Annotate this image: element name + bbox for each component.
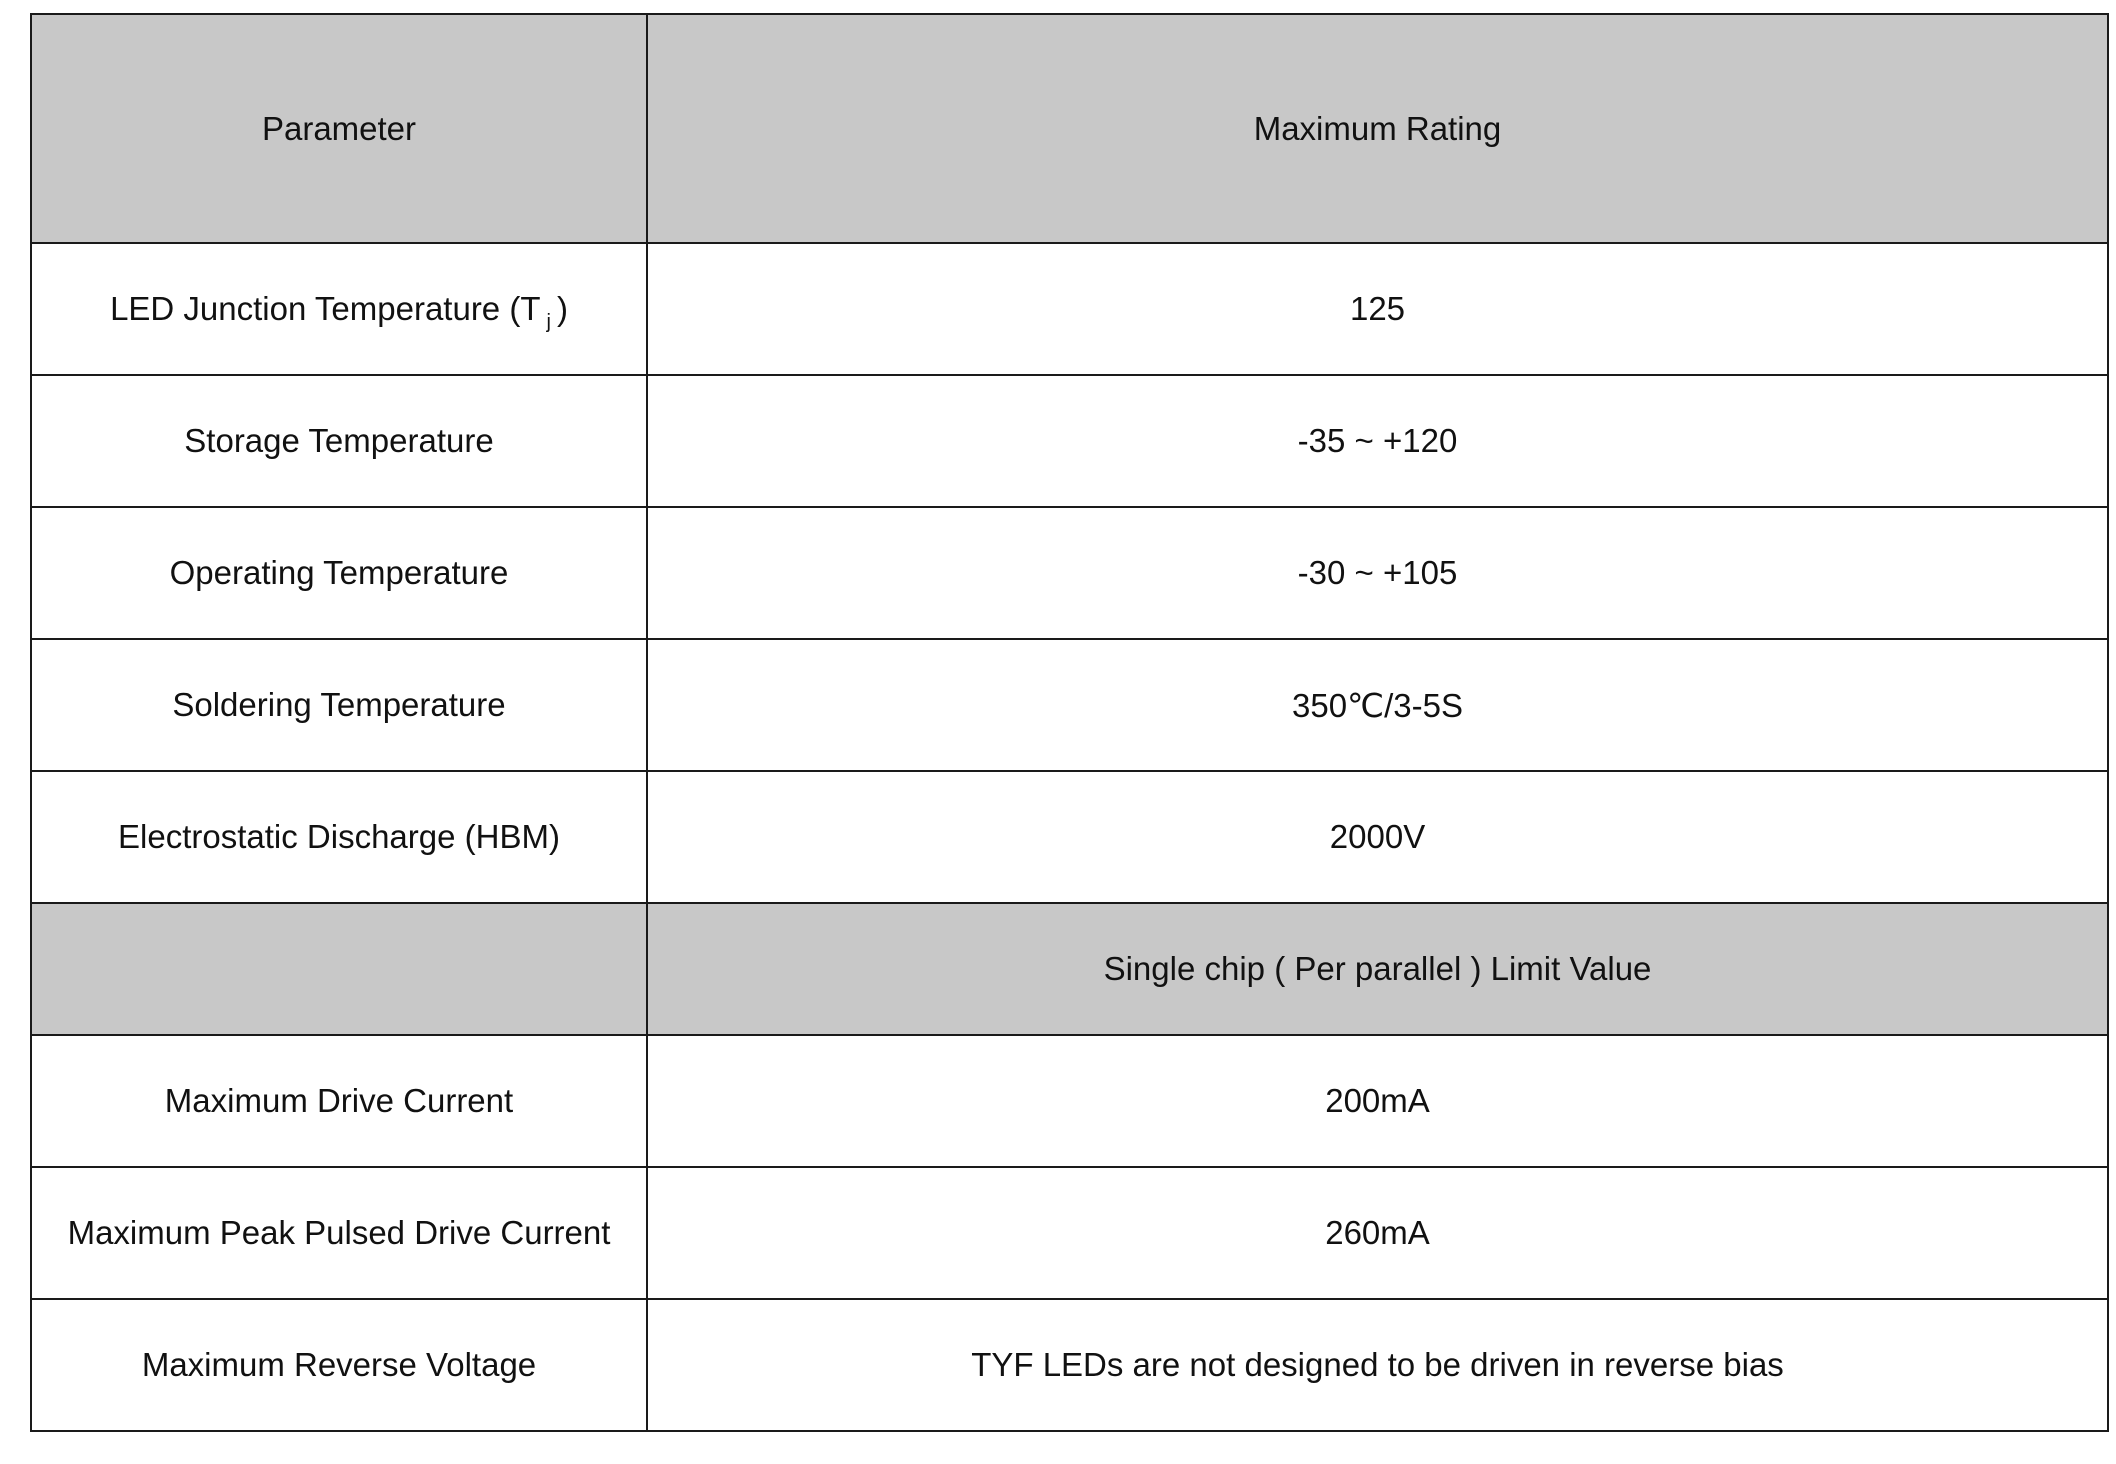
param-cell: Maximum Peak Pulsed Drive Current [31, 1167, 647, 1299]
param-cell [31, 243, 647, 375]
table-row [31, 1167, 2108, 1299]
table-row [31, 243, 2108, 375]
param-cell: Operating Temperature [31, 507, 647, 639]
value-cell: 350℃/3-5S [647, 639, 2108, 771]
value-cell: 125 [647, 243, 2108, 375]
table-subheader-row [31, 903, 2108, 1035]
table-row [31, 1035, 2108, 1167]
value-cell: -35 ~ +120 [647, 375, 2108, 507]
value-cell: 2000V [647, 771, 2108, 903]
table-row [31, 507, 2108, 639]
table-header-row [31, 14, 2108, 243]
value-cell: -30 ~ +105 [647, 507, 2108, 639]
param-cell: Maximum Reverse Voltage [31, 1299, 647, 1431]
table-row [31, 375, 2108, 507]
header-parameter: Parameter [31, 14, 647, 243]
param-label: LED Junction Temperature (T [110, 290, 541, 327]
param-cell: Soldering Temperature [31, 639, 647, 771]
subheader-limit-value: Single chip ( Per parallel ) Limit Value [647, 903, 2108, 1035]
header-maximum-rating: Maximum Rating [647, 14, 2108, 243]
maximum-ratings-table [30, 13, 2109, 1432]
param-label-tail: ) [556, 290, 568, 327]
param-cell: Electrostatic Discharge (HBM) [31, 771, 647, 903]
value-cell: 200mA [647, 1035, 2108, 1167]
value-cell: TYF LEDs are not designed to be driven in reverse bias [647, 1299, 2108, 1431]
param-subscript: j [546, 311, 551, 333]
param-cell: Storage Temperature [31, 375, 647, 507]
table-row [31, 1299, 2108, 1431]
table-row [31, 639, 2108, 771]
value-cell: 260mA [647, 1167, 2108, 1299]
param-cell: Maximum Drive Current [31, 1035, 647, 1167]
table-row [31, 771, 2108, 903]
subheader-parameter [31, 903, 647, 1035]
